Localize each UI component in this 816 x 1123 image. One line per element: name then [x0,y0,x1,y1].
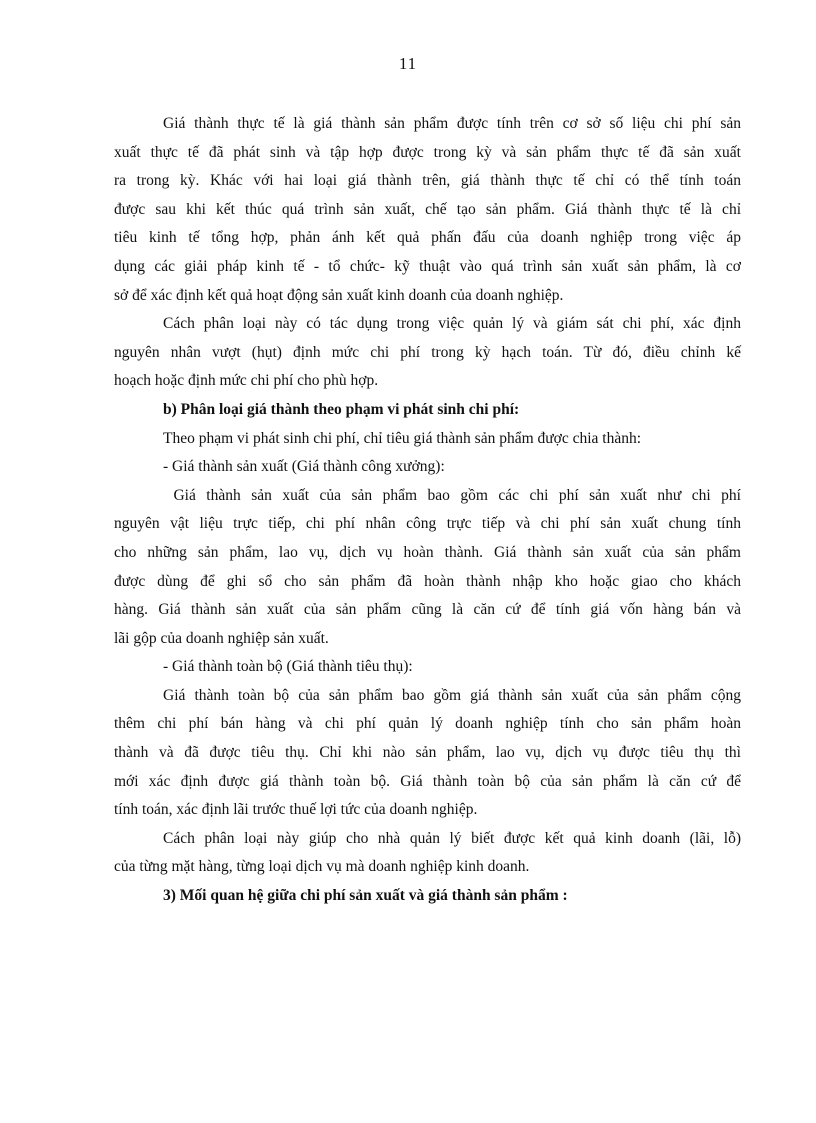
text-line: Giá thành sản xuất của sản phẩm bao gồm các chi phí sản xuất như chi phí [163,486,741,504]
section-heading-b [163,396,741,425]
paragraph-full-cost [114,682,741,825]
text-line: Cách phân loại này có tác dụng trong việc quản lý và giám sát chi phí, xác định [163,315,741,333]
text-line: sở để xác định kết quả hoạt động sản xuất kinh doanh của doanh nghiệp. [114,286,564,304]
text-line: hàng. Giá thành sản xuất của sản phẩm cũng là căn cứ để tính giá vốn hàng bán và [114,601,741,619]
text-line: cho những sản phẩm, lao vụ, dịch vụ hoàn thành. Giá thành sản xuất của sản phẩm [114,543,741,561]
text-line: dụng các giải pháp kinh tế - tổ chức- kỹ thuật vào quá trình sản xuất sản phẩm, là cơ [114,257,741,275]
paragraph-classification-effect [114,310,741,396]
text-line: xuất thực tế đã phát sinh và tập hợp được trong kỳ và sản phẩm thực tế đã sản xuất [114,143,741,161]
page-number: 11 [398,54,418,73]
text-line: - Giá thành sản xuất (Giá thành công xưởng): [163,458,445,476]
paragraph-actual-cost [114,110,741,310]
text-line: được dùng để ghi sổ cho sản phẩm đã hoàn thành nhập kho hoặc giao cho khách [114,572,741,590]
section-heading-3 [163,882,741,911]
text-line: Cách phân loại này giúp cho nhà quản lý biết được kết quả kinh doanh (lãi, lỗ) [163,829,741,847]
text-line: Giá thành thực tế là giá thành sản phẩm được tính trên cơ sở số liệu chi phí sản [163,115,741,132]
text-line: nguyên vật liệu trực tiếp, chi phí nhân công trực tiếp và chi phí sản xuất chung tính [114,515,741,533]
list-item-full-cost [163,653,741,682]
paragraph-scope-intro [163,425,741,454]
list-item-production-cost [163,453,741,482]
text-line: mới xác định được giá thành toàn bộ. Giá thành toàn bộ của sản phẩm là căn cứ để [114,772,741,790]
text-line: thêm chi phí bán hàng và chi phí quản lý doanh nghiệp tính cho sản phẩm hoàn [114,715,741,733]
text-line: được sau khi kết thúc quá trình sản xuất, chế tạo sản phẩm. Giá thành thực tế là chỉ [114,200,741,218]
text-line: thành và đã được tiêu thụ. Chỉ khi nào sản phẩm, lao vụ, dịch vụ được tiêu thụ thì [114,744,741,762]
heading-text: 3) Mối quan hệ giữa chi phí sản xuất và giá thành sản phẩm : [163,887,568,905]
paragraph-production-cost [114,482,741,654]
body-text [114,110,741,911]
text-line: của từng mặt hàng, từng loại dịch vụ mà doanh nghiệp kinh doanh. [114,858,530,876]
text-line: ra trong kỳ. Khác với hai loại giá thành trên, giá thành thực tế chỉ có thể tính toán [114,172,741,190]
text-line: nguyên nhân vượt (hụt) định mức chi phí trong kỳ hạch toán. Từ đó, điều chỉnh kế [114,343,741,361]
text-line: Giá thành toàn bộ của sản phẩm bao gồm giá thành sản xuất của sản phẩm cộng [163,686,741,704]
text-line: lãi gộp của doanh nghiệp sản xuất. [114,629,329,647]
text-line: Theo phạm vi phát sinh chi phí, chỉ tiêu giá thành sản phẩm được chia thành: [163,429,642,447]
text-line: tiêu kinh tế tổng hợp, phản ánh kết quả phấn đấu của doanh nghiệp trong việc áp [114,229,741,247]
paragraph-classification-benefit [114,825,741,882]
text-line: hoạch hoặc định mức chi phí cho phù hợp. [114,372,379,390]
text-line: tính toán, xác định lãi trước thuế lợi tức của doanh nghiệp. [114,801,478,819]
text-line: - Giá thành toàn bộ (Giá thành tiêu thụ): [163,658,413,676]
heading-text: b) Phân loại giá thành theo phạm vi phát sinh chi phí: [163,400,520,418]
